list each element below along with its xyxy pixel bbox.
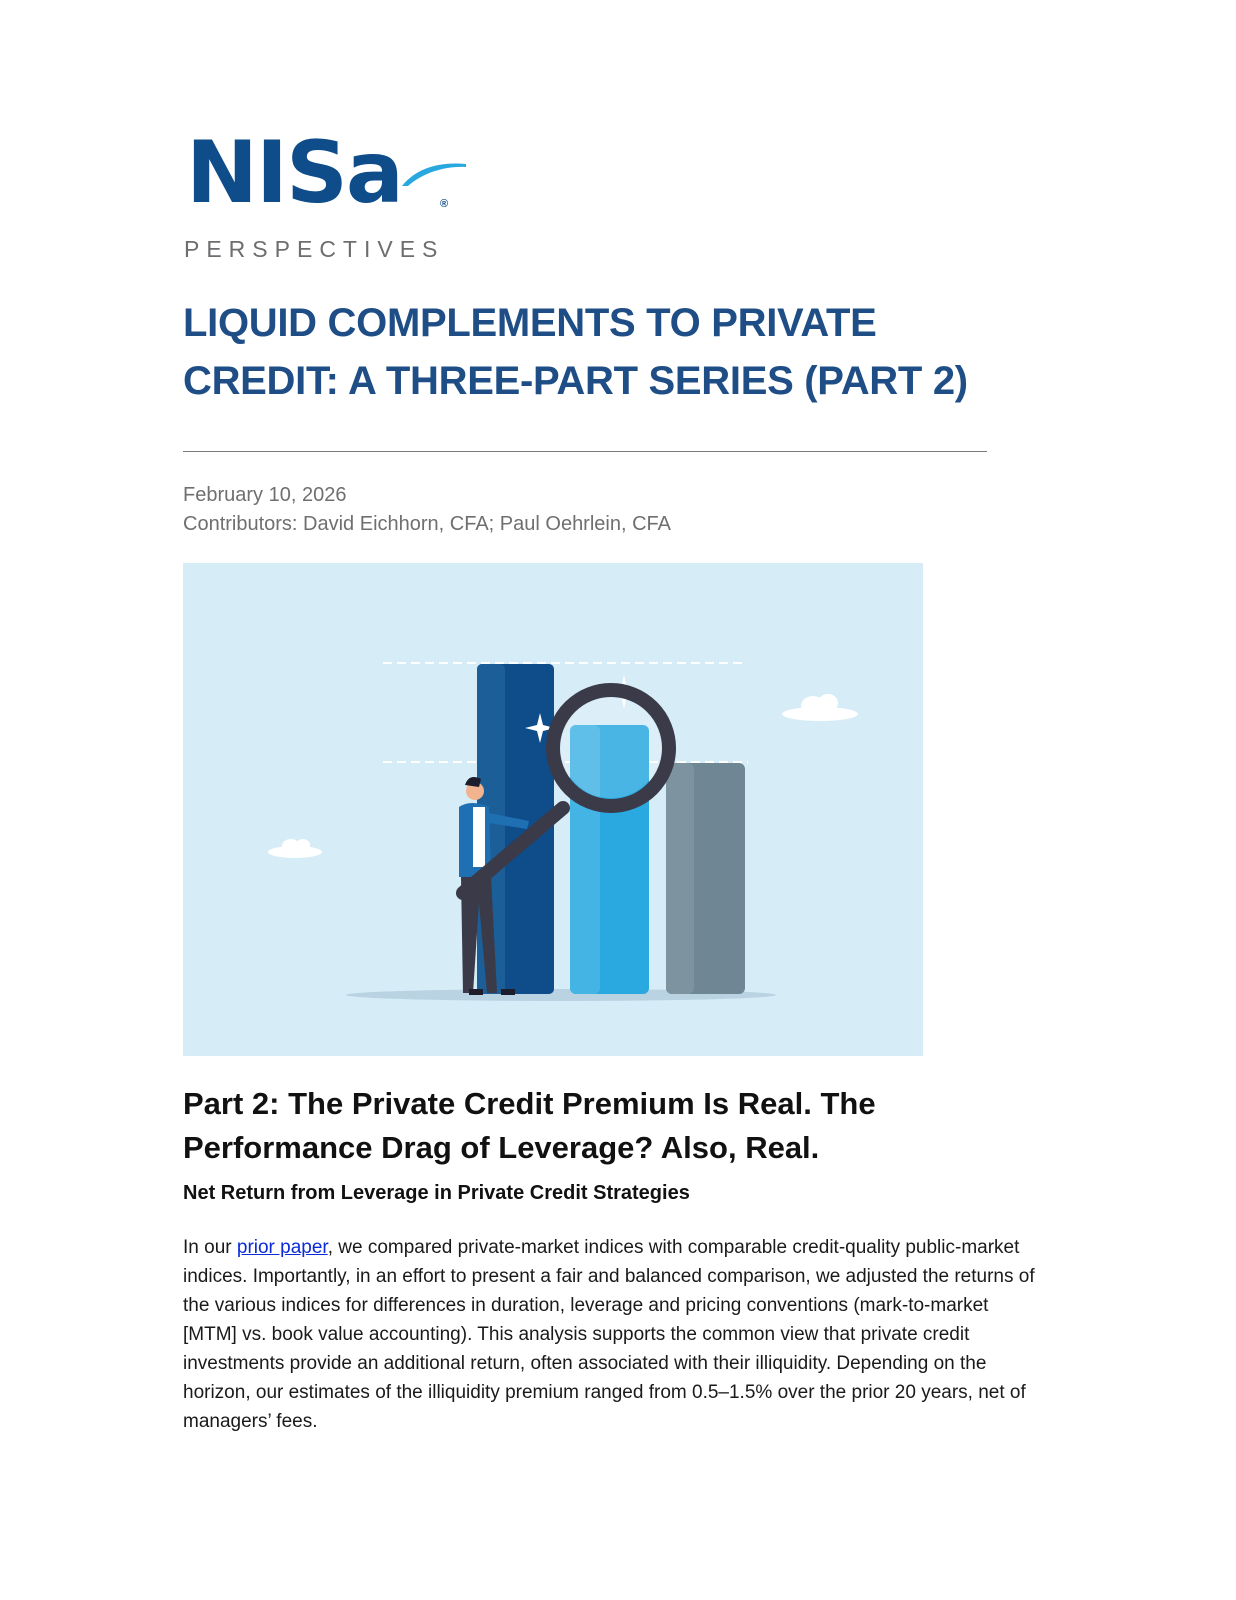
- logo-wordmark: NISa: [186, 123, 402, 223]
- subsection-heading: Net Return from Leverage in Private Credit Strategies: [183, 1182, 690, 1204]
- contributors: Contributors: David Eichhorn, CFA; Paul Oehrlein, CFA: [183, 513, 671, 535]
- paragraph-text: , we compared private-market indices with comparable credit-quality public-market indices. Importantly, in an effort to present a fair and balanced comparison, we adjusted the returns of the various indices for differences in duration, leverage and pricing conventions (mark-to-market [MTM] vs. book value accounting). This analysis supports the common view that private credit investments provide an additional return, often associated with their illiquidity. Depending on the horizon, our estimates of the illiquidity premium ranged from 0.5–1.5% over the prior 20 years, net of managers’ fees.: [183, 1237, 1035, 1432]
- prior-paper-link[interactable]: prior paper: [236, 1237, 328, 1258]
- hero-illustration: [183, 563, 923, 1056]
- title-divider: [183, 451, 987, 452]
- registered-mark: ®: [440, 198, 449, 210]
- body-paragraph: [183, 1233, 1043, 1436]
- section-heading: Part 2: The Private Credit Premium Is Real. The Performance Drag of Leverage? Also, Real.: [183, 1086, 876, 1165]
- magnifying-chart-illustration-icon: [183, 563, 923, 1056]
- page-title: LIQUID COMPLEMENTS TO PRIVATE CREDIT: A THREE-PART SERIES (PART 2): [183, 301, 968, 403]
- logo-swoosh-icon: [398, 158, 468, 188]
- nisa-logo: [186, 123, 476, 223]
- perspectives-tagline: PERSPECTIVES: [184, 236, 445, 262]
- paragraph-prefix: In our: [183, 1237, 237, 1258]
- publish-date: February 10, 2026: [183, 484, 347, 506]
